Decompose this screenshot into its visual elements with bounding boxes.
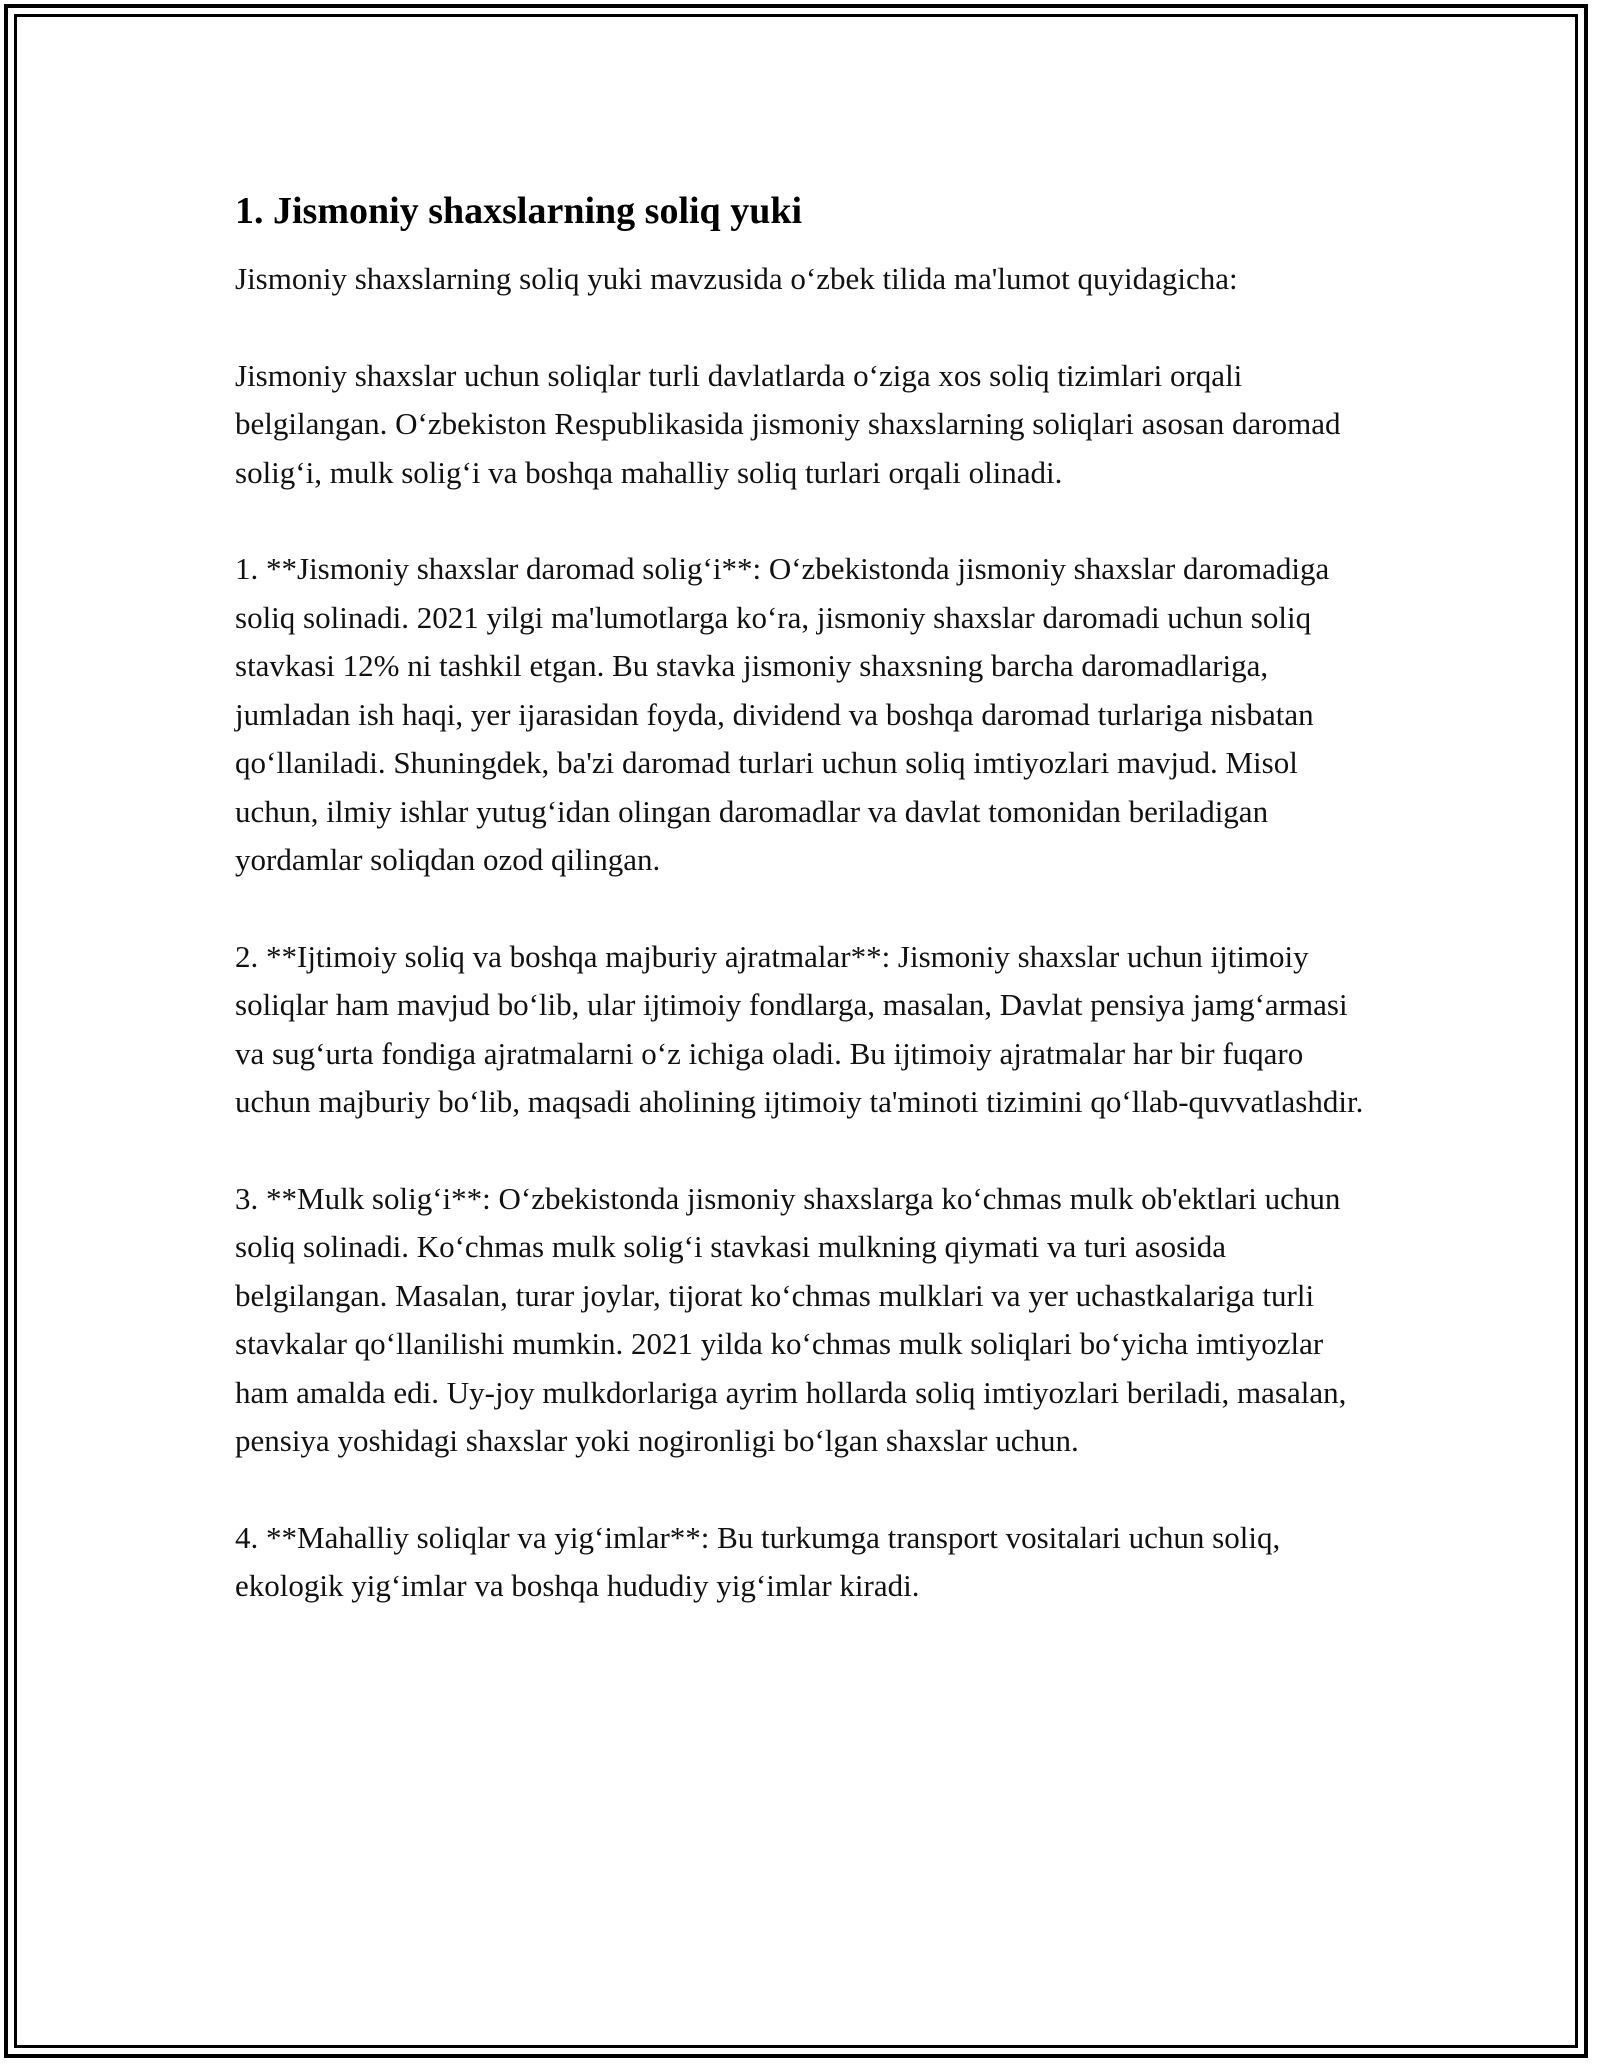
document-title: 1. Jismoniy shaxslarning soliq yuki xyxy=(235,190,803,232)
document-body xyxy=(235,185,1375,1659)
property-tax-paragraph: 3. **Mulk solig‘i**: O‘zbekistonda jismoniy shaxslarga ko‘chmas mulk ob'ektlari uchun soliq solinadi. Ko‘chmas mulk solig‘i stavkasi mulkning qiymati va turi asosida belgilangan. Masalan, turar joylar, tijorat ko‘chmas mulklari va yer uchastkalariga turli stavkalar qo‘llanilishi mumkin. 2021 yilda ko‘chmas mulk soliqlari bo‘yicha imtiyozlar ham amalda edi. Uy-joy mulkdorlariga ayrim hollarda soliq imtiyozlari beriladi, masalan, pensiya yoshidagi shaxslar yoki nogironligi bo‘lgan shaxslar uchun. xyxy=(235,1180,1347,1458)
local-taxes-paragraph: 4. **Mahalliy soliqlar va yig‘imlar**: Bu turkumga transport vositalari uchun soliq, ekologik yig‘imlar va boshqa hududiy yig‘imlar kiradi. xyxy=(235,1519,1281,1603)
income-tax-paragraph: 1. **Jismoniy shaxslar daromad solig‘i**: O‘zbekistonda jismoniy shaxslar daromadiga soliq solinadi. 2021 yilgi ma'lumotlarga ko‘ra, jismoniy shaxslar daromadi uchun soliq stavkasi 12% ni tashkil etgan. Bu stavka jismoniy shaxsning barcha daromadlariga, jumladan ish haqi, yer ijarasidan foyda, dividend va boshqa daromad turlariga nisbatan qo‘llaniladi. Shuningdek, ba'zi daromad turlari uchun soliq imtiyozlari mavjud. Misol uchun, ilmiy ishlar yutug‘idan olingan daromadlar va davlat tomonidan beriladigan yordamlar soliqdan ozod qilingan. xyxy=(235,551,1330,877)
intro-paragraph: Jismoniy shaxslarning soliq yuki mavzusida o‘zbek tilida ma'lumot quyidagicha: xyxy=(235,261,1238,296)
social-tax-paragraph: 2. **Ijtimoiy soliq va boshqa majburiy ajratmalar**: Jismoniy shaxslar uchun ijtimoiy soliqlar ham mavjud bo‘lib, ular ijtimoiy fondlarga, masalan, Davlat pensiya jamg‘armasi va sug‘urta fondiga ajratmalarni o‘z ichiga oladi. Bu ijtimoiy ajratmalar har bir fuqaro uchun majburiy bo‘lib, maqsadi aholining ijtimoiy ta'minoti tizimini qo‘llab-quvvatlashdir. xyxy=(235,938,1364,1119)
overview-paragraph: Jismoniy shaxslar uchun soliqlar turli davlatlarda o‘ziga xos soliq tizimlari orqali belgilangan. O‘zbekiston Respublikasida jismoniy shaxslarning soliqlari asosan daromad solig‘i, mulk solig‘i va boshqa mahalliy soliq turlari orqali olinadi. xyxy=(235,357,1341,490)
